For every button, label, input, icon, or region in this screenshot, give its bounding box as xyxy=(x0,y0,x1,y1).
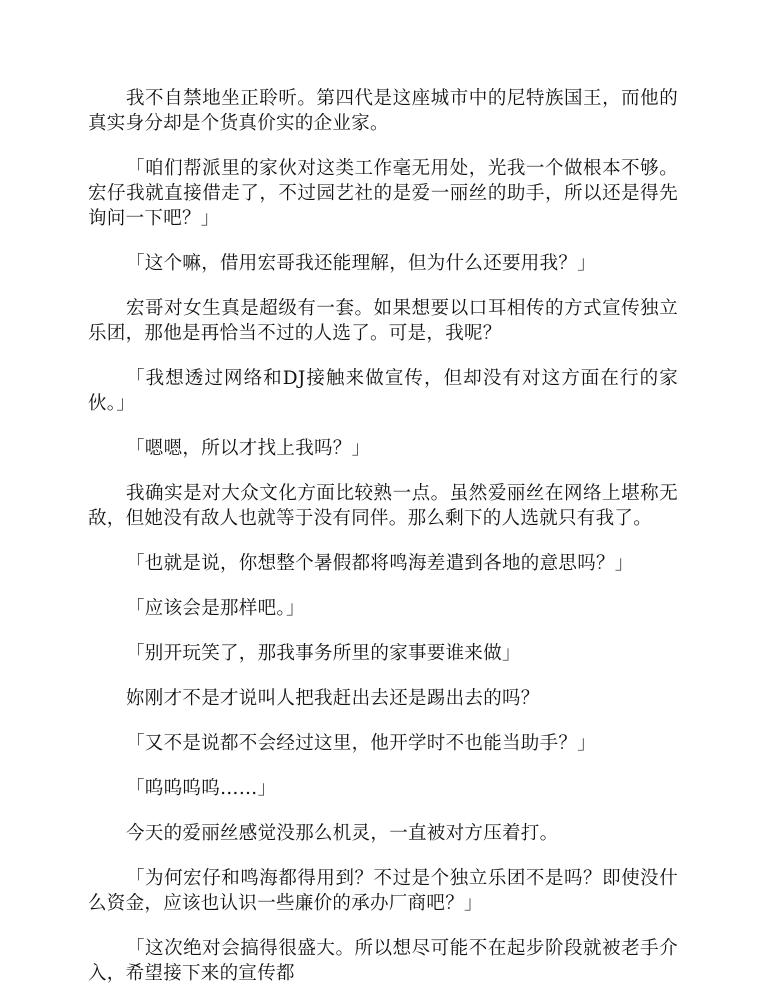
paragraph: 我不自禁地坐正聆听。第四代是这座城市中的尼特族国王，而他的真实身分却是个货真价实的企业家。 xyxy=(88,88,678,134)
paragraph: 「别开玩笑了，那我事务所里的家事要谁来做」 xyxy=(126,643,521,664)
paragraph: 「咱们帮派里的家伙对这类工作毫无用处，光我一个做根本不够。宏仔我就直接借走了，不过园艺社的是爱一丽丝的助手，所以还是得先询问一下吧？」 xyxy=(88,158,678,229)
paragraph: 「呜呜呜呜……」 xyxy=(126,778,277,799)
paragraph: 「又不是说都不会经过这里，他开学时不也能当助手？」 xyxy=(126,733,597,754)
paragraph: 妳刚才不是才说叫人把我赶出去还是踢出去的吗？ xyxy=(126,688,540,709)
paragraph: 我确实是对大众文化方面比较熟一点。虽然爱丽丝在网络上堪称无敌，但她没有敌人也就等于没有同伴。那么剩下的人选就只有我了。 xyxy=(88,483,678,529)
paragraph: 「应该会是那样吧。」 xyxy=(126,598,305,619)
paragraph: 宏哥对女生真是超级有一套。如果想要以口耳相传的方式宣传独立乐团，那他是再恰当不过的人选了。可是，我呢？ xyxy=(88,298,678,344)
paragraph: 「为何宏仔和鸣海都得用到？不过是个独立乐团不是吗？即使没什么资金，应该也认识一些廉价的承办厂商吧？」 xyxy=(88,868,678,914)
paragraph: 今天的爱丽丝感觉没那么机灵，一直被对方压着打。 xyxy=(126,823,559,844)
paragraph: 「嗯嗯，所以才找上我吗？」 xyxy=(126,438,371,459)
paragraph: 「这个嘛，借用宏哥我还能理解，但为什么还要用我？」 xyxy=(126,253,597,274)
paragraph: 「我想透过网络和DJ接触来做宣传，但却没有对这方面在行的家伙。」 xyxy=(88,368,678,414)
paragraph: 「这次绝对会搞得很盛大。所以想尽可能不在起步阶段就被老手介入，希望接下来的宣传都 xyxy=(88,938,678,984)
paragraph: 「也就是说，你想整个暑假都将鸣海差遣到各地的意思吗？」 xyxy=(126,553,634,574)
document-page xyxy=(88,86,678,1006)
